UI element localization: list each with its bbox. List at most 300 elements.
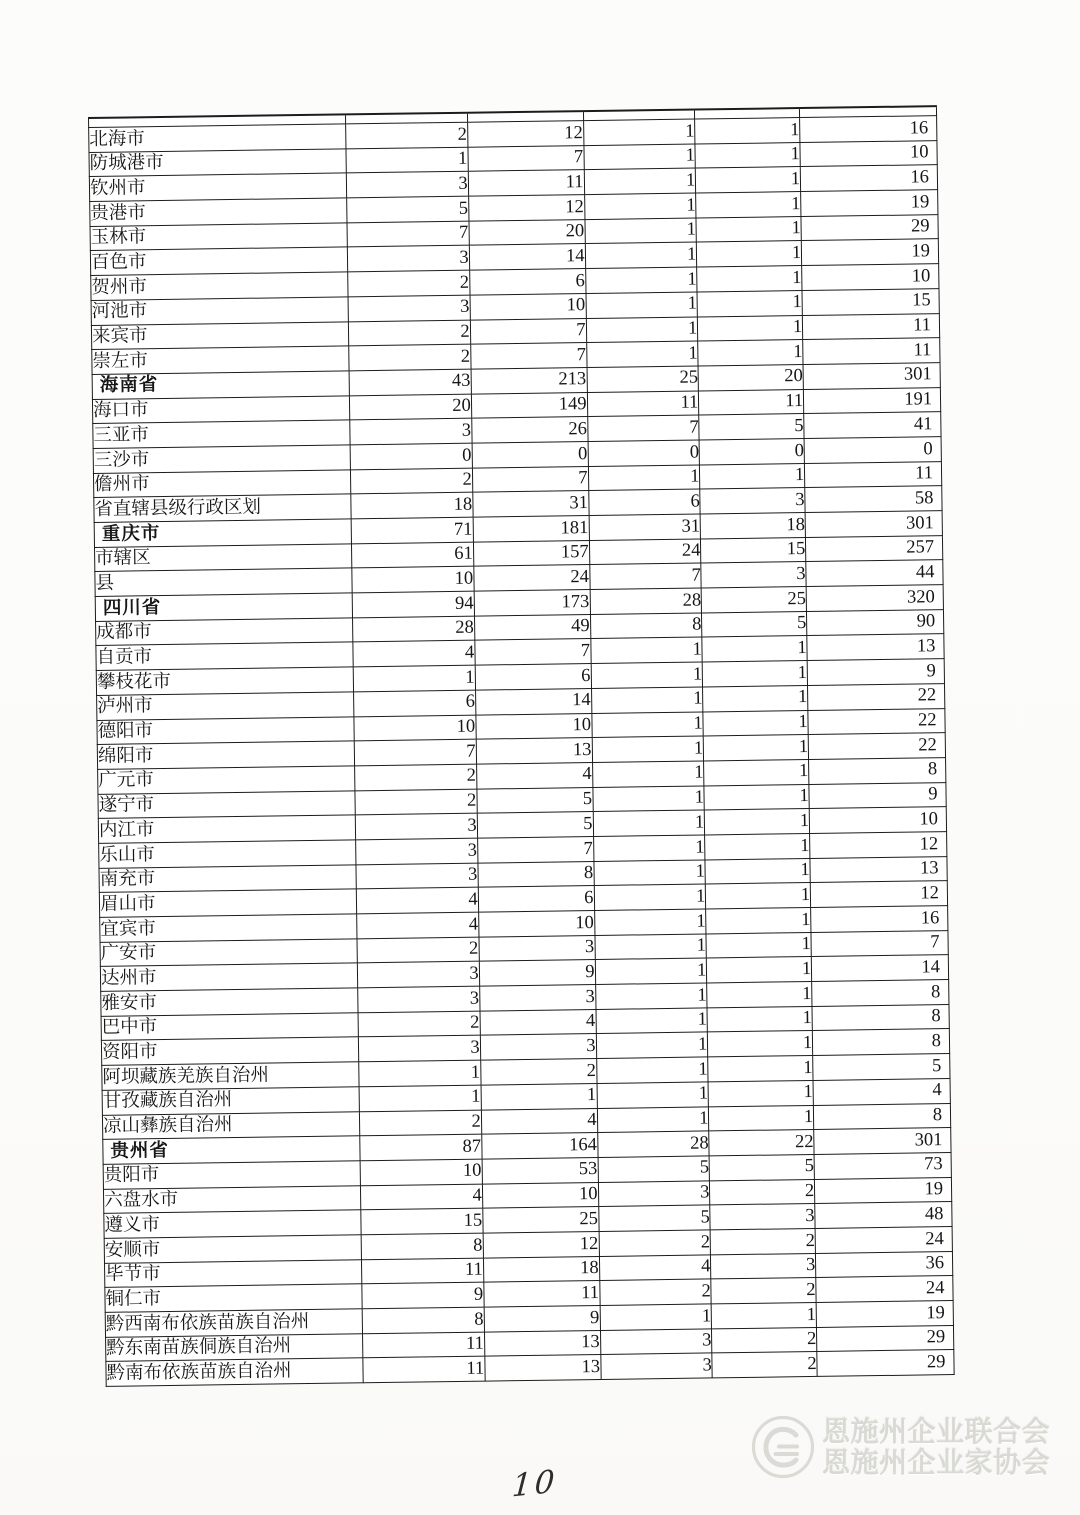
value-cell: 301 <box>805 511 942 538</box>
value-cell: 1 <box>595 958 707 984</box>
value-cell: 87 <box>360 1134 482 1160</box>
value-cell: 5 <box>709 1154 814 1180</box>
region-name-cell: 乐山市 <box>99 840 356 868</box>
value-cell: 14 <box>811 955 948 982</box>
value-cell: 2 <box>350 468 472 494</box>
value-cell: 16 <box>811 906 948 933</box>
value-cell: 1 <box>591 711 703 737</box>
region-name-cell: 河池市 <box>91 297 348 325</box>
value-cell: 48 <box>815 1202 952 1229</box>
table-skew-wrapper <box>88 105 955 1387</box>
value-cell: 2 <box>354 764 476 790</box>
value-cell: 2 <box>710 1179 815 1205</box>
value-cell: 1 <box>593 860 705 886</box>
value-cell: 1 <box>705 858 810 884</box>
value-cell: 2 <box>599 1279 711 1305</box>
value-cell: 20 <box>698 364 803 390</box>
value-cell: 20 <box>349 394 471 420</box>
value-cell: 6 <box>469 269 585 295</box>
value-cell: 3 <box>350 418 472 444</box>
value-cell: 3 <box>358 986 480 1012</box>
value-cell: 1 <box>586 341 698 367</box>
value-cell: 3 <box>480 1034 596 1060</box>
value-cell: 1 <box>596 1008 708 1034</box>
region-name-cell: 三沙市 <box>93 445 350 473</box>
value-cell: 1 <box>583 119 695 145</box>
region-name-cell: 玉林市 <box>90 223 347 251</box>
value-cell: 1 <box>595 983 707 1009</box>
value-cell: 1 <box>700 463 805 489</box>
value-cell: 11 <box>699 389 804 415</box>
region-name-cell: 广元市 <box>98 766 355 794</box>
value-cell: 2 <box>349 344 471 370</box>
region-name-cell: 贵州省 <box>103 1136 360 1164</box>
region-name-cell: 儋州市 <box>93 469 350 497</box>
region-name-cell: 重庆市 <box>94 519 351 547</box>
value-cell: 90 <box>807 609 944 636</box>
value-cell: 15 <box>802 288 939 315</box>
value-cell: 301 <box>803 363 940 390</box>
value-cell: 25 <box>482 1207 598 1233</box>
value-cell: 10 <box>482 1182 598 1208</box>
value-cell: 3 <box>479 985 595 1011</box>
region-name-cell: 贺州市 <box>91 272 348 300</box>
value-cell: 10 <box>354 715 476 741</box>
value-cell: 2 <box>357 937 479 963</box>
region-name-cell: 资阳市 <box>101 1037 358 1065</box>
value-cell: 1 <box>591 687 703 713</box>
value-cell: 24 <box>816 1276 953 1303</box>
value-cell: 181 <box>473 516 589 542</box>
value-cell: 44 <box>806 560 943 587</box>
region-name-cell: 阿坝藏族羌族自治州 <box>102 1062 359 1090</box>
value-cell: 94 <box>352 591 474 617</box>
value-cell: 1 <box>704 759 809 785</box>
region-name-cell: 成都市 <box>96 618 353 646</box>
value-cell: 4 <box>813 1078 950 1105</box>
region-name-cell: 甘孜藏族自治州 <box>102 1087 359 1115</box>
value-cell: 5 <box>347 196 469 222</box>
region-name-cell: 铜仁市 <box>105 1284 362 1312</box>
value-cell: 1 <box>711 1302 816 1328</box>
value-cell: 149 <box>471 392 587 418</box>
region-name-cell: 市辖区 <box>95 544 352 572</box>
region-name-cell: 北海市 <box>89 124 346 152</box>
region-name-cell: 六盘水市 <box>103 1185 360 1213</box>
value-cell: 1 <box>588 465 700 491</box>
value-cell: 29 <box>817 1325 954 1352</box>
value-cell: 22 <box>808 708 945 735</box>
value-cell: 9 <box>362 1282 484 1308</box>
value-cell: 1 <box>590 637 702 663</box>
value-cell: 4 <box>481 1108 597 1134</box>
value-cell: 1 <box>706 907 811 933</box>
value-cell: 29 <box>801 214 938 241</box>
value-cell: 10 <box>478 911 594 937</box>
value-cell: 1 <box>586 292 698 318</box>
value-cell: 3 <box>600 1353 712 1379</box>
value-cell: 11 <box>483 1281 599 1307</box>
value-cell: 13 <box>807 634 944 661</box>
value-cell: 1 <box>592 736 704 762</box>
value-cell: 9 <box>809 782 946 809</box>
value-cell: 61 <box>351 542 473 568</box>
value-cell: 3 <box>356 838 478 864</box>
value-cell: 7 <box>587 415 699 441</box>
region-name-cell: 宜宾市 <box>100 914 357 942</box>
region-name-cell: 德阳市 <box>97 716 354 744</box>
value-cell: 3 <box>598 1180 710 1206</box>
value-cell: 2 <box>359 1110 481 1136</box>
value-cell: 13 <box>484 1330 600 1356</box>
value-cell: 1 <box>709 1105 814 1131</box>
value-cell: 173 <box>474 590 590 616</box>
value-cell: 4 <box>353 641 475 667</box>
region-name-cell: 内江市 <box>98 815 355 843</box>
value-cell: 1 <box>585 267 697 293</box>
value-cell: 5 <box>813 1054 950 1081</box>
value-cell: 10 <box>352 567 474 593</box>
value-cell: 18 <box>700 513 805 539</box>
value-cell: 1 <box>359 1060 481 1086</box>
value-cell: 10 <box>809 807 946 834</box>
value-cell: 25 <box>701 587 806 613</box>
region-name-cell: 崇左市 <box>92 346 349 374</box>
region-name-cell: 绵阳市 <box>97 741 354 769</box>
value-cell: 2 <box>480 1059 596 1085</box>
value-cell: 1 <box>708 1080 813 1106</box>
value-cell: 1 <box>593 810 705 836</box>
value-cell: 1 <box>596 1032 708 1058</box>
region-name-cell: 雅安市 <box>101 988 358 1016</box>
value-cell: 73 <box>814 1152 951 1179</box>
value-cell: 25 <box>587 366 699 392</box>
value-cell: 1 <box>698 315 803 341</box>
value-cell: 11 <box>361 1258 483 1284</box>
value-cell: 22 <box>808 683 945 710</box>
value-cell: 1 <box>708 1031 813 1057</box>
value-cell: 10 <box>470 293 586 319</box>
value-cell: 4 <box>357 912 479 938</box>
value-cell: 301 <box>814 1128 951 1155</box>
value-cell: 2 <box>348 270 470 296</box>
value-cell: 11 <box>805 461 942 488</box>
value-cell: 15 <box>361 1208 483 1234</box>
value-cell: 11 <box>802 313 939 340</box>
value-cell: 1 <box>696 192 801 218</box>
value-cell: 16 <box>800 116 937 143</box>
value-cell: 71 <box>351 517 473 543</box>
value-cell: 191 <box>804 387 941 414</box>
value-cell: 2 <box>599 1230 711 1256</box>
value-cell: 11 <box>362 1332 484 1358</box>
value-cell: 24 <box>589 539 701 565</box>
value-cell: 7 <box>477 836 593 862</box>
value-cell: 2 <box>358 1011 480 1037</box>
region-name-cell: 泸州市 <box>97 692 354 720</box>
value-cell: 11 <box>468 170 584 196</box>
value-cell: 13 <box>485 1355 601 1381</box>
value-cell: 49 <box>474 614 590 640</box>
value-cell: 1 <box>707 957 812 983</box>
value-cell: 8 <box>361 1233 483 1259</box>
value-cell: 19 <box>801 190 938 217</box>
region-name-cell: 三亚市 <box>93 420 350 448</box>
value-cell: 5 <box>477 812 593 838</box>
value-cell: 1 <box>591 662 703 688</box>
value-cell: 7 <box>472 466 588 492</box>
value-cell: 28 <box>590 588 702 614</box>
value-cell: 8 <box>814 1103 951 1130</box>
value-cell: 5 <box>702 611 807 637</box>
value-cell: 7 <box>475 639 591 665</box>
value-cell: 3 <box>700 488 805 514</box>
value-cell: 8 <box>812 1029 949 1056</box>
region-name-cell: 达州市 <box>100 963 357 991</box>
region-name-cell: 防城港市 <box>89 149 346 177</box>
value-cell: 13 <box>810 856 947 883</box>
value-cell: 58 <box>805 486 942 513</box>
value-cell: 14 <box>469 244 585 270</box>
value-cell: 3 <box>348 295 470 321</box>
value-cell: 1 <box>594 909 706 935</box>
region-name-cell: 攀枝花市 <box>96 667 353 695</box>
region-name-cell: 四川省 <box>95 593 352 621</box>
region-name-cell: 遵义市 <box>104 1210 361 1238</box>
region-name-cell: 来宾市 <box>91 321 348 349</box>
value-cell: 7 <box>470 318 586 344</box>
value-cell: 6 <box>475 664 591 690</box>
value-cell: 1 <box>583 144 695 170</box>
value-cell: 1 <box>592 761 704 787</box>
value-cell: 7 <box>347 221 469 247</box>
value-cell: 2 <box>712 1327 817 1353</box>
value-cell: 1 <box>594 884 706 910</box>
value-cell: 1 <box>696 167 801 193</box>
value-cell: 16 <box>800 165 937 192</box>
region-name-cell: 百色市 <box>90 247 347 275</box>
value-cell: 3 <box>711 1253 816 1279</box>
value-cell: 41 <box>804 412 941 439</box>
value-cell: 4 <box>476 762 592 788</box>
watermark-line2: 恩施州企业家协会 <box>822 1447 1051 1478</box>
region-name-cell: 黔西南布依族苗族自治州 <box>105 1309 362 1337</box>
region-name-cell: 凉山彝族自治州 <box>102 1111 359 1139</box>
value-cell: 6 <box>478 886 594 912</box>
value-cell: 2 <box>711 1278 816 1304</box>
value-cell: 26 <box>471 417 587 443</box>
value-cell: 24 <box>474 565 590 591</box>
value-cell: 4 <box>599 1255 711 1281</box>
value-cell: 1 <box>698 340 803 366</box>
value-cell: 22 <box>808 733 945 760</box>
value-cell: 12 <box>468 195 584 221</box>
value-cell: 5 <box>598 1156 710 1182</box>
value-cell: 15 <box>701 537 806 563</box>
value-cell: 1 <box>584 193 696 219</box>
value-cell: 1 <box>706 883 811 909</box>
value-cell: 1 <box>597 1082 709 1108</box>
value-cell: 1 <box>707 982 812 1008</box>
value-cell: 8 <box>809 757 946 784</box>
value-cell: 1 <box>481 1083 597 1109</box>
handwritten-page-number: 10 <box>510 1463 559 1505</box>
association-logo-icon <box>750 1414 816 1480</box>
region-name-cell: 南充市 <box>99 864 356 892</box>
region-name-cell: 省直辖县级行政区划 <box>94 494 351 522</box>
value-cell: 1 <box>584 218 696 244</box>
value-cell: 11 <box>363 1356 485 1382</box>
value-cell: 2 <box>346 122 468 148</box>
value-cell: 1 <box>695 142 800 168</box>
value-cell: 9 <box>484 1305 600 1331</box>
value-cell: 1 <box>353 665 475 691</box>
value-cell: 1 <box>704 735 809 761</box>
value-cell: 0 <box>588 440 700 466</box>
watermark-text <box>822 1416 1050 1479</box>
value-cell: 1 <box>705 833 810 859</box>
value-cell: 1 <box>703 685 808 711</box>
region-name-cell: 毕节市 <box>105 1259 362 1287</box>
value-cell: 320 <box>806 585 943 612</box>
value-cell: 5 <box>477 787 593 813</box>
value-cell: 53 <box>482 1157 598 1183</box>
value-cell: 1 <box>696 216 801 242</box>
value-cell: 6 <box>353 690 475 716</box>
value-cell: 213 <box>471 367 587 393</box>
value-cell: 2 <box>355 789 477 815</box>
value-cell: 1 <box>697 290 802 316</box>
value-cell: 1 <box>346 147 468 173</box>
value-cell: 7 <box>468 145 584 171</box>
value-cell: 2 <box>712 1352 817 1378</box>
value-cell: 3 <box>701 562 806 588</box>
value-cell: 1 <box>707 1006 812 1032</box>
value-cell: 3 <box>347 246 469 272</box>
statistics-table <box>88 105 955 1387</box>
value-cell: 20 <box>469 219 585 245</box>
value-cell: 12 <box>483 1231 599 1257</box>
value-cell: 8 <box>812 1004 949 1031</box>
value-cell: 1 <box>695 118 800 144</box>
value-cell: 8 <box>812 980 949 1007</box>
value-cell: 2 <box>348 320 470 346</box>
value-cell: 7 <box>811 930 948 957</box>
value-cell: 1 <box>697 241 802 267</box>
value-cell: 10 <box>800 140 937 167</box>
value-cell: 10 <box>802 264 939 291</box>
value-cell: 1 <box>596 1057 708 1083</box>
value-cell: 12 <box>467 121 583 147</box>
region-name-cell: 黔南布依族苗族自治州 <box>106 1358 363 1386</box>
value-cell: 8 <box>362 1307 484 1333</box>
watermark <box>750 1414 1050 1480</box>
value-cell: 19 <box>801 239 938 266</box>
statistics-table-body <box>89 106 955 1386</box>
region-name-cell: 贵港市 <box>90 198 347 226</box>
value-cell: 1 <box>359 1085 481 1111</box>
value-cell: 9 <box>807 659 944 686</box>
region-name-cell: 广安市 <box>100 939 357 967</box>
value-cell: 157 <box>473 540 589 566</box>
value-cell: 5 <box>598 1205 710 1231</box>
value-cell: 3 <box>346 172 468 198</box>
value-cell: 28 <box>597 1131 709 1157</box>
value-cell: 0 <box>804 437 941 464</box>
value-cell: 31 <box>472 491 588 517</box>
value-cell: 22 <box>709 1130 814 1156</box>
value-cell: 1 <box>703 710 808 736</box>
value-cell: 5 <box>699 414 804 440</box>
value-cell: 1 <box>585 242 697 268</box>
value-cell: 1 <box>697 266 802 292</box>
value-cell: 0 <box>350 443 472 469</box>
region-name-cell: 黔东南苗族侗族自治州 <box>106 1333 363 1361</box>
value-cell: 1 <box>702 636 807 662</box>
value-cell: 1 <box>597 1106 709 1132</box>
region-name-cell: 巴中市 <box>101 1013 358 1041</box>
value-cell: 1 <box>706 932 811 958</box>
value-cell: 12 <box>810 881 947 908</box>
value-cell: 10 <box>476 713 592 739</box>
value-cell: 1 <box>594 934 706 960</box>
value-cell: 3 <box>357 961 479 987</box>
value-cell: 28 <box>352 616 474 642</box>
value-cell: 3 <box>355 813 477 839</box>
value-cell: 1 <box>586 317 698 343</box>
value-cell: 29 <box>817 1350 954 1377</box>
value-cell: 1 <box>708 1056 813 1082</box>
value-cell: 8 <box>590 613 702 639</box>
value-cell: 10 <box>360 1159 482 1185</box>
region-name-cell: 海南省 <box>92 371 349 399</box>
value-cell: 1 <box>593 835 705 861</box>
value-cell: 3 <box>358 1036 480 1062</box>
region-name-cell: 遂宁市 <box>98 790 355 818</box>
region-name-cell: 眉山市 <box>99 889 356 917</box>
value-cell: 257 <box>806 535 943 562</box>
value-cell: 0 <box>699 438 804 464</box>
value-cell: 4 <box>356 887 478 913</box>
value-cell: 9 <box>479 960 595 986</box>
value-cell: 18 <box>483 1256 599 1282</box>
value-cell: 7 <box>589 563 701 589</box>
value-cell: 164 <box>481 1133 597 1159</box>
value-cell: 4 <box>480 1009 596 1035</box>
value-cell: 18 <box>351 492 473 518</box>
region-name-cell: 海口市 <box>92 395 349 423</box>
value-cell: 3 <box>600 1329 712 1355</box>
value-cell: 1 <box>592 786 704 812</box>
region-name-cell: 自贡市 <box>96 642 353 670</box>
value-cell: 11 <box>803 338 940 365</box>
value-cell: 19 <box>816 1301 953 1328</box>
value-cell: 24 <box>815 1226 952 1253</box>
value-cell: 2 <box>710 1228 815 1254</box>
region-name-cell: 贵阳市 <box>103 1161 360 1189</box>
value-cell: 43 <box>349 369 471 395</box>
value-cell: 3 <box>710 1204 815 1230</box>
value-cell: 6 <box>588 489 700 515</box>
value-cell: 0 <box>472 441 588 467</box>
region-name-cell: 钦州市 <box>89 173 346 201</box>
value-cell: 3 <box>356 863 478 889</box>
value-cell: 11 <box>587 391 699 417</box>
value-cell: 7 <box>470 343 586 369</box>
value-cell: 1 <box>704 784 809 810</box>
value-cell: 3 <box>479 935 595 961</box>
value-cell: 8 <box>478 861 594 887</box>
